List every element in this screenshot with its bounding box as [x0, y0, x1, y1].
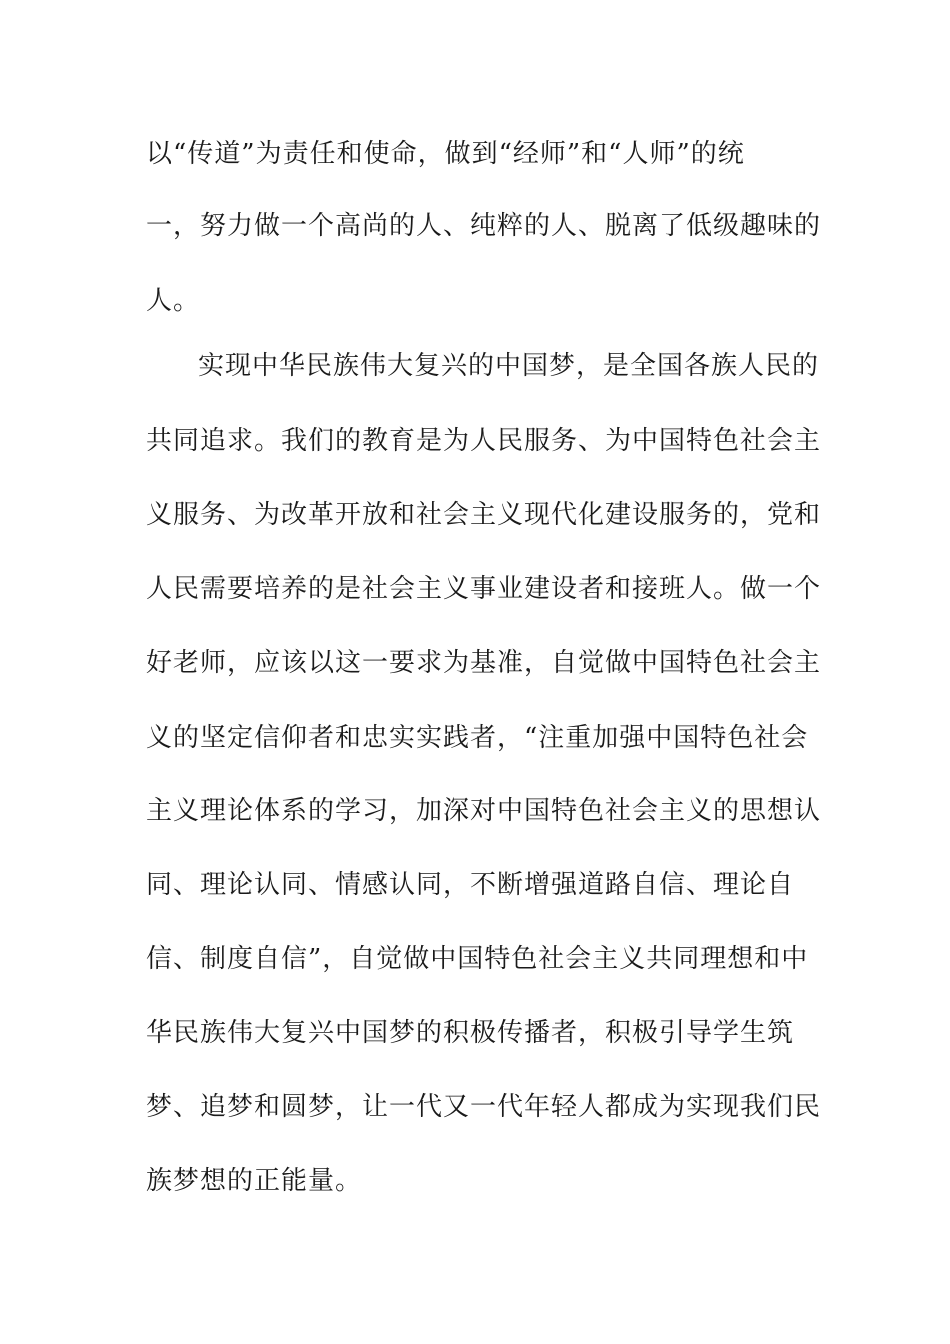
text-line: 共同追求。我们的教育是为人民服务、为中国特色社会主 [146, 426, 822, 456]
text-line: 华民族伟大复兴中国梦的积极传播者，积极引导学生筑 [146, 1018, 795, 1048]
text-line: 人。 [146, 286, 201, 316]
text-line: 以“传道”为责任和使命，做到“经师”和“人师”的统 [146, 139, 745, 169]
text-line: 主义理论体系的学习，加深对中国特色社会主义的思想认 [146, 796, 822, 826]
text-line: 实现中华民族伟大复兴的中国梦，是全国各族人民的 [198, 351, 820, 381]
text-line: 好老师，应该以这一要求为基准，自觉做中国特色社会主 [146, 648, 822, 678]
text-line: 同、理论认同、情感认同，不断增强道路自信、理论自 [146, 870, 795, 900]
text-line: 梦、追梦和圆梦，让一代又一代年轻人都成为实现我们民 [146, 1092, 822, 1122]
text-line: 信、制度自信”，自觉做中国特色社会主义共同理想和中 [146, 944, 809, 974]
text-line: 族梦想的正能量。 [146, 1166, 363, 1196]
text-line: 义服务、为改革开放和社会主义现代化建设服务的，党和 [146, 500, 822, 530]
text-line: 义的坚定信仰者和忠实实践者，“注重加强中国特色社会 [146, 723, 809, 753]
text-line: 人民需要培养的是社会主义事业建设者和接班人。做一个 [146, 574, 822, 604]
text-line: 一，努力做一个高尚的人、纯粹的人、脱离了低级趣味的 [146, 211, 822, 241]
